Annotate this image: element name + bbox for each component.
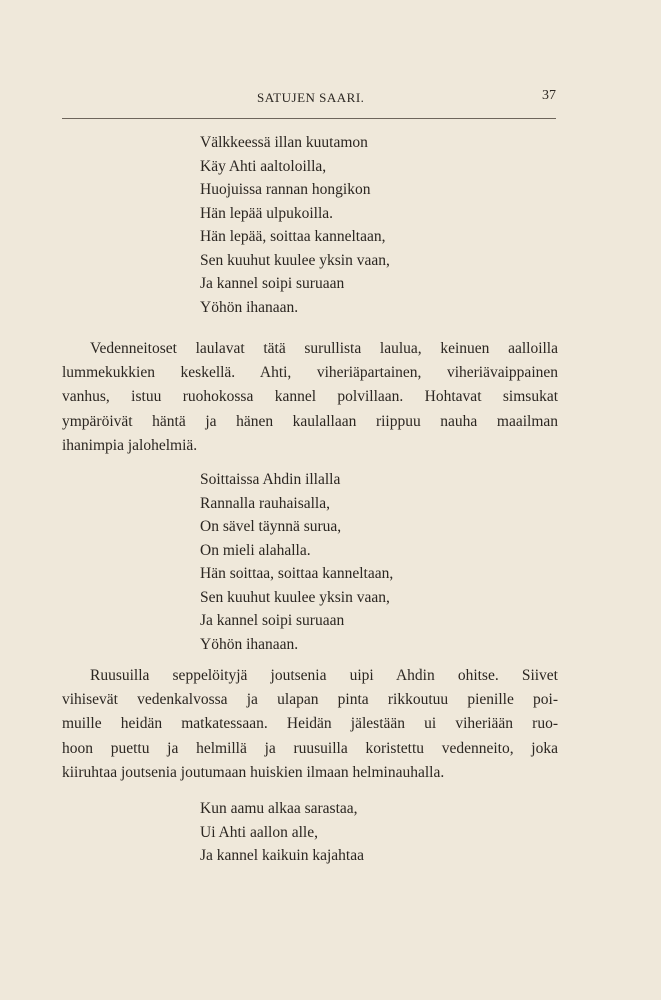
verse-line: Yöhön ihanaan.: [200, 298, 299, 316]
verse-line: Ja kannel soipi suruaan: [200, 275, 345, 292]
verse-line: Yöhön ihanaan.: [200, 635, 299, 653]
prose-line: Vedenneitoset laulavat tätä surullista laulua, keinuen aalloilla: [90, 340, 558, 357]
verse-line: Hän lepää, soittaa kanneltaan,: [200, 228, 386, 245]
stanza-3: [200, 797, 364, 868]
verse-line: Hän soittaa, soittaa kanneltaan,: [200, 565, 394, 582]
verse-line: Ja kannel kaikuin kajahtaa: [200, 847, 364, 864]
stanza-2: [200, 468, 393, 656]
verse-line: Käy Ahti aaltoloilla,: [200, 157, 327, 175]
verse-line: Rannalla rauhaisalla,: [200, 494, 330, 512]
verse-line: Soittaissa Ahdin illalla: [200, 471, 341, 488]
verse-line: Välkkeessä illan kuutamon: [200, 134, 368, 151]
prose-line: lummekukkien keskellä. Ahti, viheriäpartainen, viheriävaippainen: [62, 364, 558, 382]
paragraph-1: [62, 337, 558, 458]
paragraph-2: [62, 664, 558, 785]
prose-line: Ruusuilla seppelöityjä joutsenia uipi Ahdin ohitse. Siivet: [90, 667, 558, 684]
header-rule: [62, 118, 556, 119]
verse-line: Hän lepää ulpukoilla.: [200, 204, 333, 222]
verse-line: Ui Ahti aallon alle,: [200, 823, 318, 841]
running-title: SATUJEN SAARI.: [257, 90, 365, 105]
page-number: 37: [542, 88, 556, 103]
verse-line: Ja kannel soipi suruaan: [200, 612, 345, 629]
verse-line: Sen kuuhut kuulee yksin vaan,: [200, 588, 390, 606]
verse-line: On sävel täynnä surua,: [200, 518, 342, 535]
prose-line: vanhus, istuu ruohokossa kannel polvillaan. Hohtavat simsukat: [62, 388, 558, 406]
stanza-1: [200, 131, 390, 319]
verse-line: Sen kuuhut kuulee yksin vaan,: [200, 251, 390, 269]
verse-line: Huojuissa rannan hongikon: [200, 181, 371, 198]
prose-line: muille heidän matkatessaan. Heidän jälestään ui viheriään ruo-: [62, 715, 558, 733]
page-header: [62, 90, 556, 110]
prose-line: kiiruhtaa joutsenia joutumaan huiskien ilmaan helminauhalla.: [62, 763, 445, 781]
verse-line: Kun aamu alkaa sarastaa,: [200, 800, 358, 817]
verse-line: On mieli alahalla.: [200, 541, 311, 559]
prose-line: ympäröivät häntä ja hänen kaulallaan riippuu nauha maailman: [62, 412, 558, 430]
prose-line: hoon puettu ja helmillä ja ruusuilla koristettu vedenneito, joka: [62, 739, 558, 757]
prose-line: vihisevät vedenkalvossa ja ulapan pinta rikkoutuu pienille poi-: [62, 691, 558, 709]
prose-line: ihanimpia jalohelmiä.: [62, 436, 198, 454]
